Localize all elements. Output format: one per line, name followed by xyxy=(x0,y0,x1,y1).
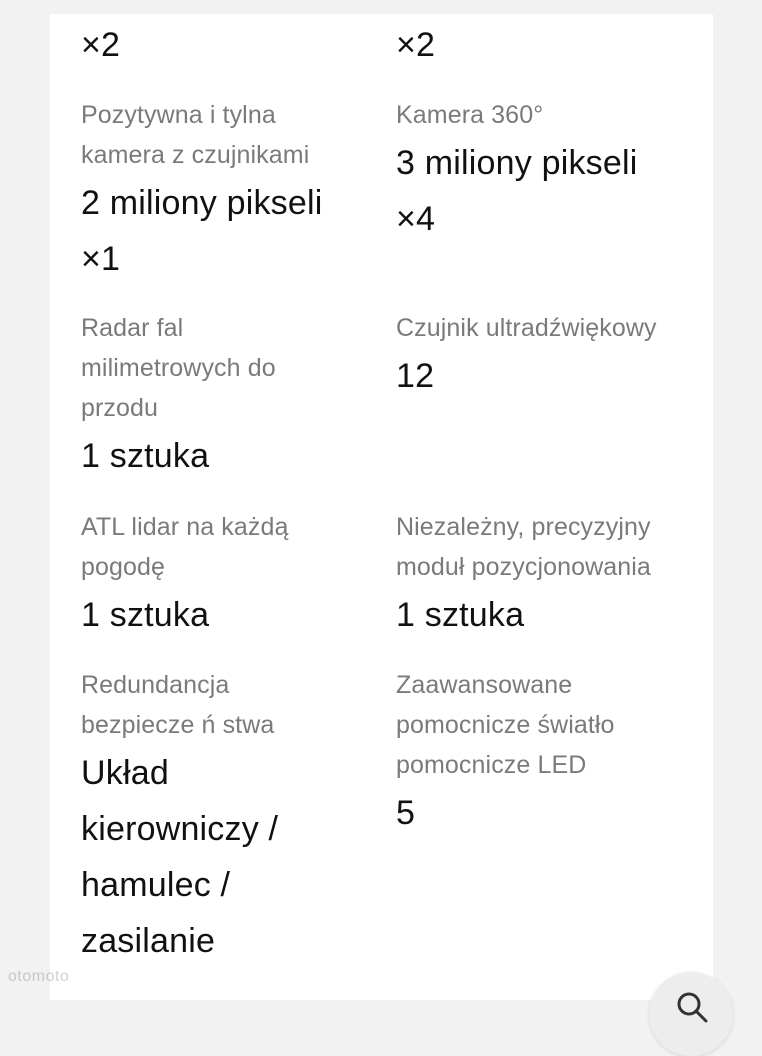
spec-value: 2 miliony pikseli ×1 xyxy=(81,184,323,278)
spec-item xyxy=(396,308,686,404)
spec-value: 1 sztuka xyxy=(81,596,210,634)
spec-item xyxy=(396,665,656,841)
spec-value: 5 xyxy=(396,794,416,832)
spec-label: Niezależny, precyzyjny moduł pozycjonowania xyxy=(396,513,651,581)
spec-item xyxy=(81,665,321,969)
spec-label: Zaawansowane pomocnicze światło pomocnicze LED xyxy=(396,671,615,779)
spec-item xyxy=(81,17,361,73)
watermark: otomoto xyxy=(8,968,70,985)
spec-label: Pozytywna i tylna kamera z czujnikami xyxy=(81,101,310,169)
spec-label: Radar fal milimetrowych do przodu xyxy=(81,314,276,422)
spec-value: ×2 xyxy=(396,26,436,64)
search-icon xyxy=(675,990,709,1024)
spec-item xyxy=(396,95,666,247)
spec-label: ATL lidar na każdą pogodę xyxy=(81,513,289,581)
spec-value: 1 sztuka xyxy=(81,437,210,475)
spec-item xyxy=(81,95,351,287)
spec-item xyxy=(396,507,686,643)
spec-value: 12 xyxy=(396,357,435,395)
spec-label: Czujnik ultradźwiękowy xyxy=(396,314,657,342)
spec-item xyxy=(81,308,321,484)
spec-value: 1 sztuka xyxy=(396,596,525,634)
spec-label: Kamera 360° xyxy=(396,101,544,129)
spec-label: Redundancja bezpiecze ń stwa xyxy=(81,671,275,739)
spec-value: ×2 xyxy=(81,26,121,64)
search-button[interactable] xyxy=(649,972,733,1056)
spec-value: Układ kierowniczy / hamulec / zasilanie xyxy=(81,754,279,960)
spec-item xyxy=(81,507,321,643)
spec-value: 3 miliony pikseli ×4 xyxy=(396,144,638,238)
spec-item xyxy=(396,17,686,73)
